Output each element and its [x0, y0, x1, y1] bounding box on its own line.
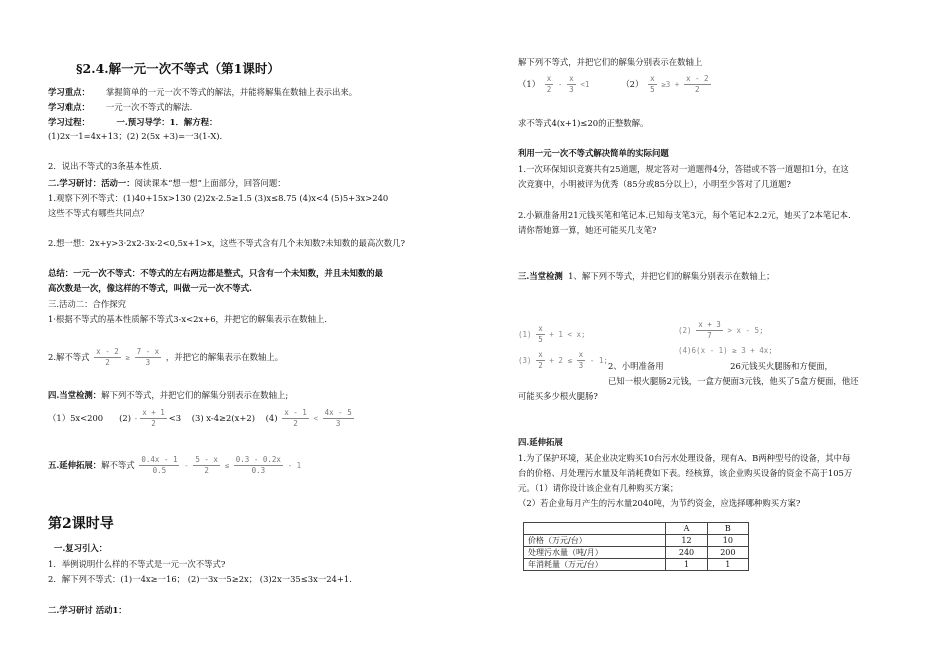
application-q1-line1: 1.一次环保知识竞赛共有25道题，规定答对一道题得4分，答错或不答一道题扣1分，在这 [518, 164, 849, 174]
fraction: $\frac{5 - x}{2}$ [195, 455, 218, 475]
table-cell: 年消耗量（万元/台） [524, 559, 666, 571]
lesson-two-title: 第2课时导 [48, 516, 114, 532]
observe-list: 1.观察下列不等式：(1)40+15x>130 (2)2x-2.5≥1.5 (3)x≤8.75 (4)x<4 (5)5+3x>240 [48, 193, 389, 203]
ham-question-line2: 已知一根火腿肠2元钱，一盒方便面3元钱，他买了5盒方便面，他还 [608, 376, 859, 386]
check-problem-2: (2) $\frac{x + 3}{7}$ > x - 5; [678, 320, 764, 340]
positive-integer-question: 求不等式4(x+1)≤20的正整数解。 [518, 118, 649, 128]
activity-two-q1: 1·根据不等式的基本性质解不等式3-x<2x+6，并把它的解集表示在数轴上． [48, 314, 333, 324]
table-cell: 1 [666, 559, 707, 571]
table-cell: 价格（万元/台） [524, 535, 666, 547]
solve-intro: 解下列不等式，并把它们的解集分别表示在数轴上 [518, 57, 703, 67]
ham-question-line1: 2、小明准备用 26元钱买火腿肠和方便面， [608, 361, 833, 371]
fraction: $\frac{x}{3}$ [569, 74, 574, 94]
process-line: 学习过程： 一.预习导学：1．解方程： [48, 117, 218, 127]
application-q2-line1: 2.小颖准备用21元钱买笔和笔记本.已知每支笔3元，每个笔记本2.2元，她买了2本笔记本. [518, 210, 851, 220]
check-problem-3: (3) $\frac{x}{2}$ + 2 ≤ $\frac{x}{3}$ - 1; [518, 350, 608, 370]
fraction: $\frac{x}{5}$ [538, 324, 543, 344]
activity-two: 三.活动二：合作探究 [48, 299, 127, 309]
table-cell: 240 [666, 547, 707, 559]
table-cell [524, 523, 666, 535]
table-row [524, 547, 749, 559]
extension: 五.延伸拓展：解不等式 $\frac{0.4x - 1}{0.5}$ - $\frac{5 - x}{2}$ ≤ $\frac{0.3 - 0.2x}{0.3}$ - 1 [48, 455, 302, 475]
fraction: $\frac{x}{2}$ [538, 350, 543, 370]
table-cell: A [666, 523, 707, 535]
check-heading-right: 三.当堂检测 1、解下列不等式，并把它们的解集分别表示在数轴上； [518, 271, 775, 281]
table-cell: 12 [666, 535, 707, 547]
review-q1: 1．举例说明什么样的不等式是一元一次不等式? [48, 559, 226, 569]
fraction: $\frac{x - 2}{2}$ [96, 347, 119, 367]
table-cell: 处理污水量（吨/月） [524, 547, 666, 559]
review-heading: 一.复习引入： [54, 543, 108, 553]
extension-line4: （2）若企业每月产生的污水量2040吨，为节约资金，应选择哪种购买方案? [518, 498, 801, 508]
think-question: 2.想一想：2x+y>3·2x2-3x-2<0,5x+1>x，这些不等式含有几个未知数?未知数的最高次数几? [48, 238, 405, 248]
fraction: $\frac{x + 1}{2}$ [142, 408, 165, 428]
check-problem-1: (1) $\frac{x}{5}$ + 1 < x; [518, 324, 586, 344]
difficult-point: 学习难点： 一元一次不等式的解法. [48, 102, 193, 112]
fraction: $\frac{4x - 5}{3}$ [324, 408, 352, 428]
application-q1-line2: 次竞赛中，小明被评为优秀（85分或85分以上），小明至少答对了几道题? [518, 179, 791, 189]
fraction: $\frac{x - 2}{2}$ [686, 74, 709, 94]
fraction: $\frac{x}{3}$ [578, 350, 584, 370]
activity-two-q2: 2.解不等式 $\frac{x - 2}{2}$ ≥ $\frac{7 - x}{3}$ ，并把它的解集表示在数轴上。 [48, 347, 284, 367]
table-row [524, 559, 749, 571]
summary-line-1: 总结：一元一次不等式：不等式的左右两边都是整式，只含有一个未知数，并且未知数的最 [48, 268, 383, 278]
check-problems: （1）5x<200 (2) - $\frac{x + 1}{2}$ <3 (3) x-4≥2(x+2) (4) $\frac{x - 1}{2}$ < $\frac{4x - 5}{3}$ [48, 408, 352, 428]
fraction: $\frac{x + 3}{7}$ [698, 320, 721, 340]
extension-line1: 1.为了保护环境，某企业决定购买10台污水处理设备，现有A、B两种型号的设备，其中每 [518, 453, 851, 463]
extension-line3: 元。（1）请你设计该企业有几种购买方案； [518, 483, 679, 493]
check-problem-4: (4)6(x - 1) ≥ 3 + 4x; [678, 346, 773, 355]
summary-line-2: 高次数是一次，像这样的不等式，叫做一元一次不等式. [48, 283, 252, 293]
application-title: 利用一元一次不等式解决简单的实际问题 [518, 148, 669, 158]
key-point: 学习重点： 掌握简单的一元一次不等式的解法，并能将解集在数轴上表示出来。 [48, 87, 358, 97]
fraction: $\frac{7 - x}{3}$ [136, 347, 160, 367]
table-row [524, 535, 749, 547]
table-cell: B [707, 523, 748, 535]
extension-heading-right: 四.延伸拓展 [518, 437, 563, 447]
common-question: 这些不等式有哪些共同点？ [48, 208, 149, 218]
solve-problems: （1） $\frac{x}{2}$ - $\frac{x}{3}$ <1 （2） $\frac{x}{5}$ ≥3 + $\frac{x - 2}{2}$ [518, 74, 709, 94]
properties-question: 2．说出不等式的3条基本性质． [48, 161, 168, 171]
check-heading: 四.当堂检测：解下列不等式，并把它们的解集分别表示在数轴上; [48, 390, 289, 400]
activity-one: 二.学习研讨：活动一：阅读课本“想一想”上面部分，回答问题： [48, 178, 286, 188]
pre-equations: (1)2x一1=4x+13；(2) 2(5x +3)=一3(1-X)． [48, 131, 228, 141]
fraction: $\frac{0.3 - 0.2x}{0.3}$ [235, 455, 281, 475]
lesson-title: §2.4.解一元一次不等式（第1课时） [76, 61, 280, 76]
equipment-table [523, 522, 749, 571]
fraction: $\frac{x}{2}$ [546, 74, 552, 94]
activity-1-heading: 二.学习研讨 活动1： [48, 605, 127, 615]
fraction: $\frac{x}{5}$ [650, 74, 655, 94]
ham-question-line3: 可能买多少根火腿肠? [518, 391, 598, 401]
application-q2-line2: 请你帮她算一算，她还可能买几支笔? [518, 225, 657, 235]
review-q2: 2．解下列不等式：(1)一4x≥一16； (2)一3x一5≥2x； (3)2x一35≤3x一24+1. [48, 574, 352, 584]
table-cell: 200 [707, 547, 748, 559]
fraction: $\frac{0.4x - 1}{0.5}$ [141, 455, 178, 475]
table-cell: 10 [707, 535, 748, 547]
fraction: $\frac{x - 1}{2}$ [284, 408, 307, 428]
table-header-row [524, 523, 749, 535]
table-cell: 1 [707, 559, 748, 571]
extension-line2: 台的价格、月处理污水量及年消耗费如下表。经核算，该企业购买设备的资金不高于105万 [518, 468, 853, 478]
